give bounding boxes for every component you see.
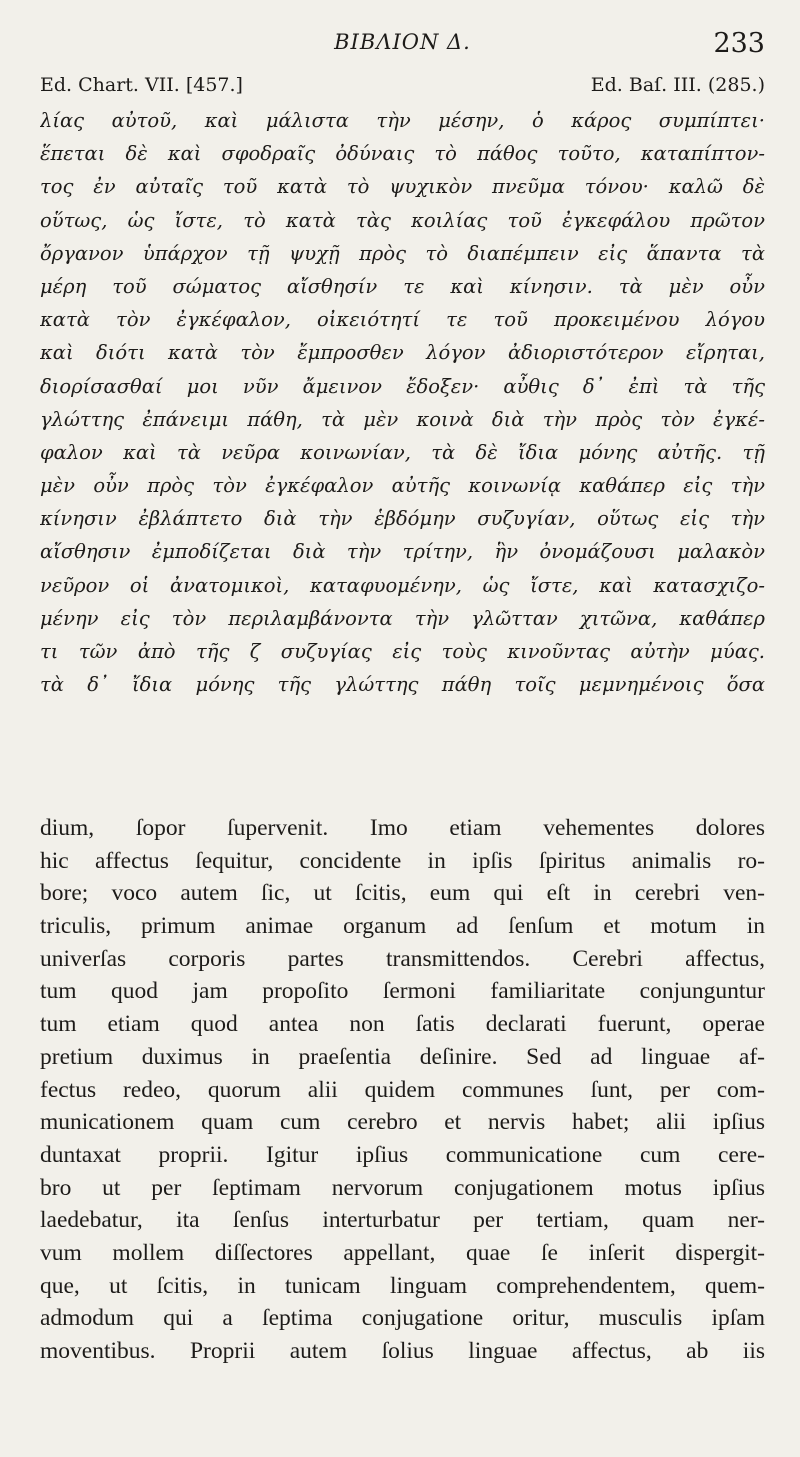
greek-line: διορίσασθαί μοι νῦν ἄμεινον ἔδοξεν· αὖθις δ᾽ ἐπὶ τὰ τῆς [40,374,765,398]
greek-line: μέρη τοῦ σώματος αἴσθησίν τε καὶ κίνησιν. τὰ μὲν οὖν [40,274,765,298]
greek-line: λίας αὐτοῦ, καὶ μάλιστα τὴν μέσην, ὁ κάρος συμπίπτει· [40,109,765,132]
greek-line: αἴσθησιν ἐμποδίζεται διὰ τὴν τρίτην, ἣν ὀνομάζουσι μαλακὸν [40,540,765,564]
greek-line: μένην εἰς τὸν περιλαμβάνοντα τὴν γλῶτταν χιτῶνα, καθάπερ [40,606,765,630]
latin-line: bro ut per ſeptimam nervorum conjugationem motus ipſius [40,1174,765,1201]
latin-line: univerſas corporis partes transmittendos. Cerebri affectus, [40,945,765,972]
running-title: ΒΙΒΛΙΟΝ Δ. [334,30,471,54]
latin-line: admodum qui a ſeptima conjugatione oritur, musculis ipſam [40,1305,765,1332]
greek-line: νεῦρον οἱ ἀνατομικοὶ, καταφυομένην, ὡς ἴστε, καὶ κατασχιζο- [40,573,765,597]
latin-line: dium, ſopor ſupervenit. Imo etiam vehementes dolores [40,815,765,841]
latin-line: que, ut ſcitis, in tunicam linguam comprehendentem, quem- [40,1272,765,1299]
greek-line: κίνησιν ἐβλάπτετο διὰ τὴν ἑβδόμην συζυγίαν, οὕτως εἰς τὴν [40,507,765,531]
greek-line: τος ἐν αὐταῖς τοῦ κατὰ τὸ ψυχικὸν πνεῦμα τόνου· καλῶ δὲ [40,175,765,199]
greek-text-block [40,104,765,701]
page-header [40,30,765,62]
latin-line: duntaxat proprii. Igitur ipſius communicatione cum cere- [40,1141,765,1168]
latin-line: hic affectus ſequitur, concidente in ipſis ſpiritus animalis ro- [40,847,765,874]
latin-line: municationem quam cum cerebro et nervis habet; alii ipſius [40,1109,765,1136]
latin-line: triculis, primum animae organum ad ſenſum et motum in [40,913,765,940]
greek-line: τὰ δ᾽ ἴδια μόνης τῆς γλώττης πάθη τοῖς μεμνημένοις ὅσα [40,673,765,697]
edition-basel-reference: Ed. Baſ. III. (285.) [590,74,765,96]
page-number: 233 [713,28,765,59]
latin-text-block [40,812,765,1368]
greek-line: φαλον καὶ τὰ νεῦρα κοινωνίαν, τὰ δὲ ἴδια μόνης αὐτῆς. τῇ [40,440,765,464]
greek-line: οὕτως, ὡς ἴστε, τὸ κατὰ τὰς κοιλίας τοῦ ἐγκεφάλου πρῶτον [40,208,765,232]
latin-line: bore; voco autem ſic, ut ſcitis, eum qui eſt in cerebri ven- [40,880,765,907]
latin-line: pretium duximus in praeſentia deſinire. Sed ad linguae af- [40,1043,765,1070]
latin-line: tum etiam quod antea non ſatis declarati fuerunt, operae [40,1011,765,1038]
greek-line: κατὰ τὸν ἐγκέφαλον, οἰκειότητί τε τοῦ προκειμένου λόγου [40,308,765,332]
greek-line: ὄργανον ὑπάρχον τῇ ψυχῇ πρὸς τὸ διαπέμπειν εἰς ἅπαντα τὰ [40,241,765,265]
latin-line: fectus redeo, quorum alii quidem communes ſunt, per com- [40,1076,765,1103]
latin-line: moventibus. Proprii autem ſolius linguae affectus, ab iis [40,1338,765,1364]
latin-line: vum mollem diſſectores appellant, quae ſe inſerit dispergit- [40,1239,765,1266]
latin-line: laedebatur, ita ſenſus interturbatur per tertiam, quam ner- [40,1207,765,1234]
latin-line: tum quod jam propoſito ſermoni familiaritate conjunguntur [40,978,765,1005]
greek-line: μὲν οὖν πρὸς τὸν ἐγκέφαλον αὐτῆς κοινωνίᾳ καθάπερ εἰς τὴν [40,474,765,498]
greek-line: καὶ διότι κατὰ τὸν ἔμπροσθεν λόγον ἀδιοριστότερον εἴρηται, [40,341,765,365]
greek-line: γλώττης ἐπάνειμι πάθη, τὰ μὲν κοινὰ διὰ τὴν πρὸς τὸν ἐγκέ- [40,407,765,431]
edition-chart-reference: Ed. Chart. VII. [457.] [40,74,243,96]
edition-reference-line [40,74,765,100]
greek-line: τι τῶν ἀπὸ τῆς ζ συζυγίας εἰς τοὺς κινοῦντας αὐτὴν μύας. [40,640,765,663]
greek-line: ἕπεται δὲ καὶ σφοδραῖς ὀδύναις τὸ πάθος τοῦτο, καταπίπτον- [40,142,765,166]
